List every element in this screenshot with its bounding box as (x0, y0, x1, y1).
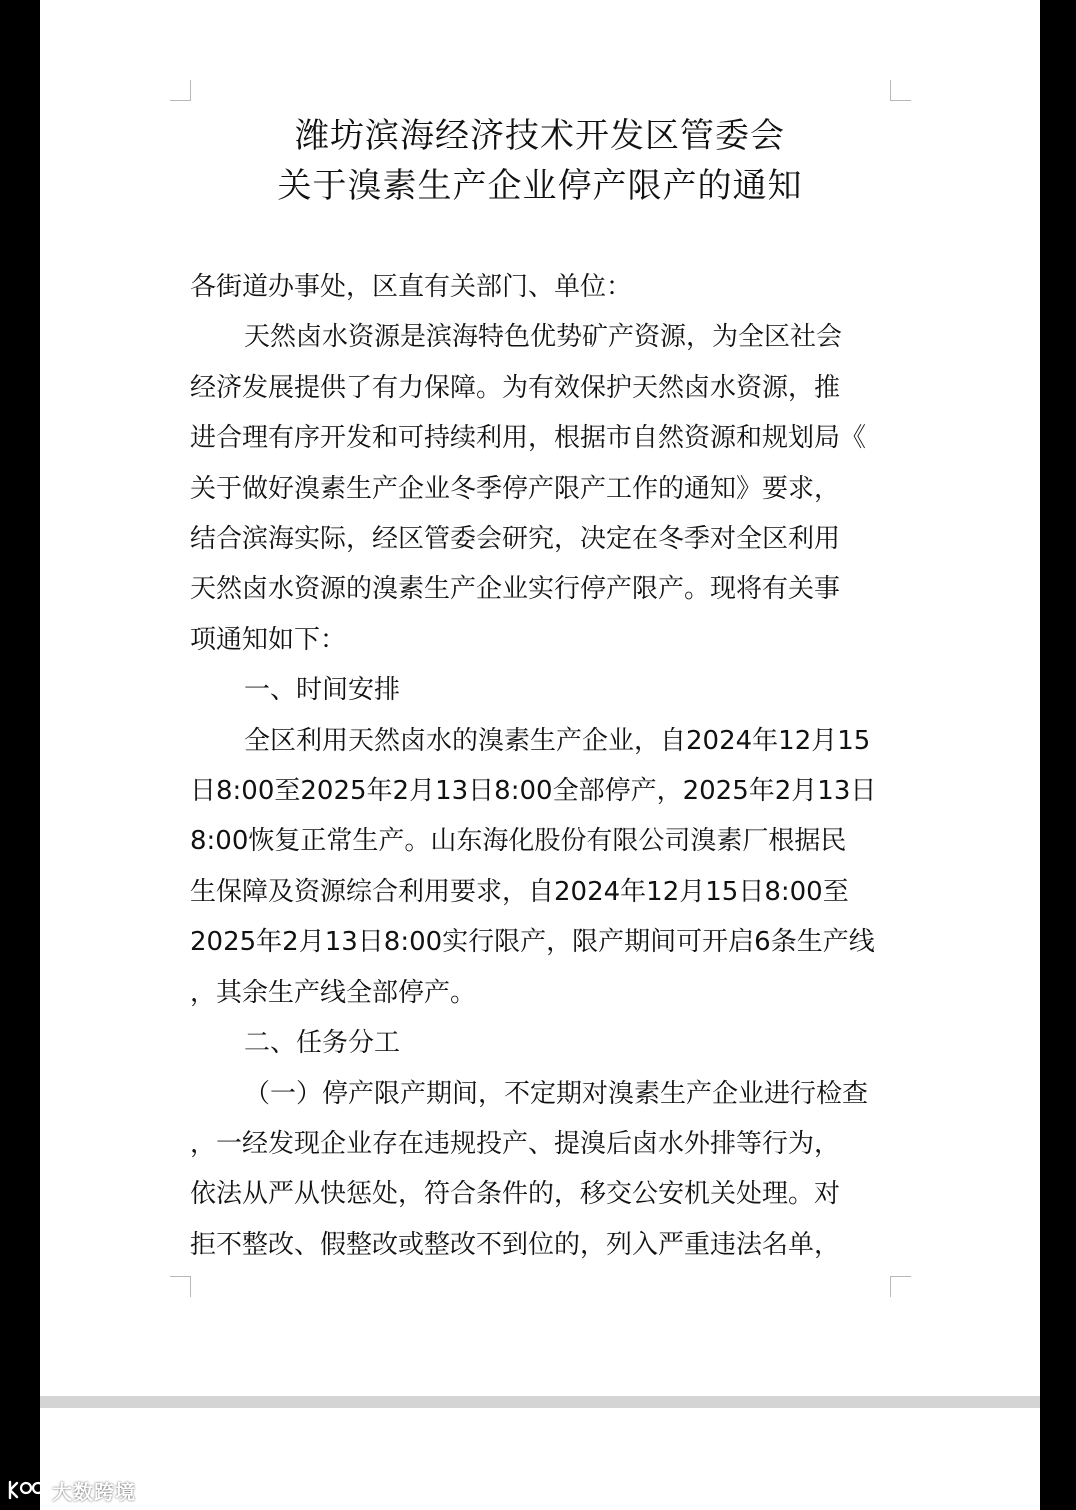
next-page (40, 1408, 1040, 1510)
page-separator (40, 1396, 1040, 1408)
document-page (40, 0, 1040, 1400)
document-body (190, 262, 890, 1270)
document-line: 8:00恢复正常生产。山东海化股份有限公司溴素厂根据民 (190, 826, 847, 857)
document-line: 生保障及资源综合利用要求，自2024年12月15日8:00至 (190, 876, 849, 907)
margin-mark-top-right (890, 80, 911, 101)
margin-mark-bottom-right (890, 1276, 911, 1297)
document-line: 各街道办事处，区直有关部门、单位： (190, 272, 633, 302)
document-line: 二、任务分工 (244, 1028, 401, 1059)
document-title-line-1: 潍坊滨海经济技术开发区管委会 (295, 116, 785, 156)
document-line: ，一经发现企业存在违规投产、提溴后卤水外排等行为， (190, 1128, 841, 1159)
document-line: 项通知如下： (190, 624, 347, 655)
document-line: ，其余生产线全部停产。 (190, 977, 477, 1008)
document-line: 关于做好溴素生产企业冬季停产限产工作的通知》要求， (190, 473, 841, 504)
document-line: 拒不整改、假整改或整改不到位的，列入严重违法名单， (190, 1229, 841, 1260)
watermark (6, 1472, 136, 1508)
document-title-line-2: 关于溴素生产企业停产限产的通知 (277, 166, 803, 206)
document-line: （一）停产限产期间，不定期对溴素生产企业进行检查 (244, 1078, 869, 1109)
margin-mark-top-left (170, 80, 191, 101)
document-line: 依法从严从快惩处，符合条件的，移交公安机关处理。对 (190, 1179, 841, 1210)
document-line: 天然卤水资源的溴素生产企业实行停产限产。现将有关事 (190, 574, 841, 605)
document-line: 一、时间安排 (244, 675, 401, 706)
document-line: 经济发展提供了有力保障。为有效保护天然卤水资源，推 (190, 372, 841, 403)
document-line: 结合滨海实际，经区管委会研究，决定在冬季对全区利用 (190, 524, 841, 555)
document-line: 进合理有序开发和可持续利用，根据市自然资源和规划局《 (190, 423, 867, 454)
watermark-text: 大数跨境 (52, 1479, 136, 1504)
document-line: 天然卤水资源是滨海特色优势矿产资源，为全区社会 (244, 322, 843, 353)
document-line: 2025年2月13日8:00实行限产，限产期间可开启6条生产线 (190, 927, 875, 958)
margin-mark-bottom-left (170, 1276, 191, 1297)
document-line: 全区利用天然卤水的溴素生产企业，自2024年12月15 (244, 725, 871, 756)
kuajing-logo-icon (6, 1478, 48, 1502)
document-line: 日8:00至2025年2月13日8:00全部停产，2025年2月13日 (190, 776, 877, 807)
